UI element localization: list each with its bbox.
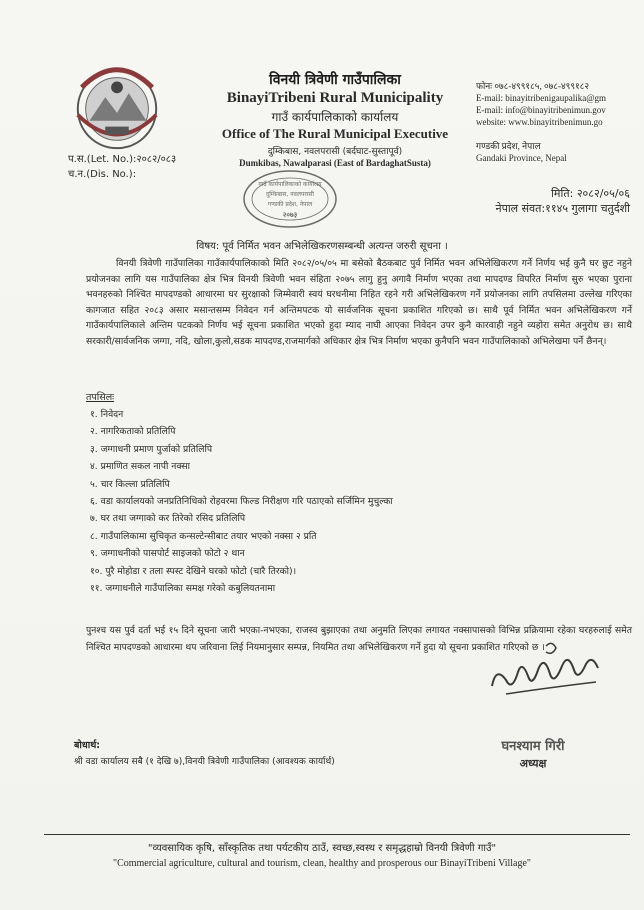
- handwritten-signature: [486, 636, 606, 714]
- enclosures-title: तपसिलः: [86, 392, 115, 403]
- stamp-line-2: दुम्किबास, नवलपरासी: [266, 191, 314, 198]
- province-block: [476, 140, 567, 164]
- email-secondary: E-mail: info@binayitribenimun.gov: [476, 105, 606, 115]
- list-item: ८. गाउँपालिकामा सुचिकृत कन्सल्टेन्सीबाट तयार भएको नक्सा २ प्रति: [90, 530, 317, 542]
- postscript-paragraph: पुनश्च यस पुर्व दर्ता भई १५ दिने सूचना जारी भएका-नभएका, राजस्व बुझाएका तथा अनुमति लिएका लगायत नक्सापासको विभिन्न प्रक्रियामा रहेका घरहरुलाई समेत निश्चित मापदण्डको आधारमा थप जरिवाना लिई नियमानुसार सम्पन्न, नियमित तथा अभिलेखिकरण गर्ने हुदा यो सूचना प्रकाशित गरिएको छ ।: [86, 625, 632, 653]
- office-stamp: [240, 168, 340, 230]
- website: website: www.binayitribenimun.go: [476, 117, 603, 127]
- signatory-title: अध्यक्ष: [519, 757, 547, 770]
- stamp-year: २०७३: [282, 211, 298, 219]
- footer-slogan-en: "Commercial agriculture, cultural and tourism, clean, healthy and prosperous our BinayiTribeni Village": [112, 858, 532, 869]
- list-item: ६. वडा कार्यालयको जनप्रतिनिधिको रोहवरमा फिल्ड निरीक्षण गरि पठाएको सर्जिमिन मुचुल्का: [90, 496, 393, 508]
- date-miti: मिति: २०८२/०५/०६: [551, 187, 630, 200]
- contact-block: [476, 80, 644, 128]
- reference-numbers: [68, 152, 176, 182]
- letterhead: [200, 70, 470, 168]
- footer-divider: [44, 834, 630, 835]
- list-item: ९. जग्गाधनीको पासपोर्ट साइजको फोटो २ थान: [90, 548, 245, 560]
- email-primary: E-mail: binayitribenigaupalika@gm: [476, 93, 607, 103]
- address-np: दुम्किबास, नवलपरासी (बर्दघाट-सुस्तापूर्व): [267, 147, 403, 157]
- list-item: ३. जग्गाधनी प्रमाण पुर्जाको प्रतिलिपि: [90, 443, 213, 455]
- date-nepal-sambat: नेपाल संवत:११४५ गुलागा चतुर्दशी: [495, 202, 630, 215]
- list-item: ११. जग्गाधनीले गाउँपालिका समक्ष गरेको कबुलियतनामा: [90, 583, 276, 595]
- subject-line: विषय: पूर्व निर्मित भवन अभिलेखिकरणसम्बन्धी अत्यन्त जरुरी सूचना ।: [196, 241, 448, 252]
- notice-body: [86, 256, 632, 350]
- list-item: १०. पुरै मोहोडा र तला स्पस्ट देखिने घरको फोटो (चारै तिरको)।: [90, 565, 297, 577]
- enclosures-list: [90, 406, 393, 597]
- letter-number: प.स.(Let. No.):२०८२/०८३: [68, 154, 177, 165]
- list-item: ५. चार किल्ला प्रतिलिपि: [90, 478, 170, 490]
- signatory-name: घनश्याम गिरी: [501, 739, 565, 754]
- province-en: Gandaki Province, Nepal: [476, 153, 567, 163]
- province-np: गण्डकी प्रदेश, नेपाल: [476, 141, 541, 151]
- list-item: २. नागरिकताको प्रतिलिपि: [90, 426, 176, 438]
- cc-recipients: श्री वडा कार्यालय सबै (१ देखि ७),विनयी त्रिवेणी गाउँपालिका (आवश्यक कार्यार्थ): [74, 757, 335, 767]
- body-paragraph: विनयी त्रिवेणी गाउँपालिका गाउँकार्यपालिकाको मिति २०८२/०५/०५ मा बसेको बैठकबाट पुर्व निर्मित भवन अभिलेखिकरण गर्ने निर्णय भई कुनै घर छुट नहुने प्रयोजनका लागि यस गाउँपालिका क्षेत्र भित्र विनयी त्रिवेणी भवन संहिता २०७५ लागु हुनु अगावै निर्माण भएका तथा मापदण्ड विपरित निर्माण सुरु भएका पुराना भवनहरुको निश्चित मापदण्डको आधारमा घर सुरक्षाको जिम्मेवारी स्वयं घरधनीमा निहित रहने गरी अभिलेखिकरण गर्ने प्रयोजनका लागि तपसिलमा उल्लेख गरिएका कागजात सहित २०८३ असार मसान्तसम्म निवेदन गर्न अन्तिमपटक यो सार्वजनिक सूचना प्रकाशित गरिएको छ। साथै पूर्व निर्मित भवन अभिलेखिकरण गर्ने गाउँकार्यपालिकाले अन्तिम पटकको निर्णय भई सूचना प्रकाशित भएको हुदा म्याद नाघी आएका निवेदन उपर कुनै कारवाही नहुने व्यहोरा समेत अनुरोध छ। साथै सरकारी/सार्वजनिक जग्गा, नदि, खोला,कुलो,सडक मापदण्ड,राजमार्गको अधिकार क्षेत्र भित्र निर्माण भएका कुनैपनि भवन गाउँपालिकाको अभिलेखमा पर्ने छैनन्।: [86, 258, 632, 347]
- dispatch-number: च.न.(Dis. No.):: [68, 169, 137, 180]
- address-en: Dumkibas, Nawalparasi (East of BardaghatSusta): [239, 158, 431, 168]
- municipality-name-en: BinayiTribeni Rural Municipality: [226, 90, 444, 106]
- stamp-line-1: गाउँ कार्यपालिकाको कार्यालय: [258, 181, 322, 188]
- stamp-line-3: गण्डकी प्रदेश, नेपाल: [267, 201, 313, 208]
- office-name-en: Office of The Rural Municipal Executive: [221, 126, 449, 141]
- footer-slogan-np: "व्यवसायिक कृषि, साँस्कृतिक तथा पर्यटकीय ठाउँ, स्वच्छ,स्वस्थ र समृद्धहाम्रो विनयी त्रिवेणी गाउँ": [147, 843, 497, 854]
- date-block: [470, 186, 630, 216]
- list-item: ७. घर तथा जग्गाको कर तिरेको रसिद प्रतिलिपि: [90, 513, 246, 525]
- cc-title: बोधार्थ:: [74, 740, 101, 751]
- municipality-name-np: विनयी त्रिवेणी गाउँपालिका: [269, 72, 401, 88]
- list-item: १. निवेदन: [90, 409, 124, 420]
- government-emblem-icon: [68, 58, 166, 156]
- office-name-np: गाउँ कार्यपालिकाको कार्यालय: [271, 110, 399, 124]
- list-item: ४. प्रमाणित सकल नापी नक्सा: [90, 461, 190, 473]
- phone: फोनः ०७८-४९९१८५, ०७८-४९९१८२: [476, 81, 590, 91]
